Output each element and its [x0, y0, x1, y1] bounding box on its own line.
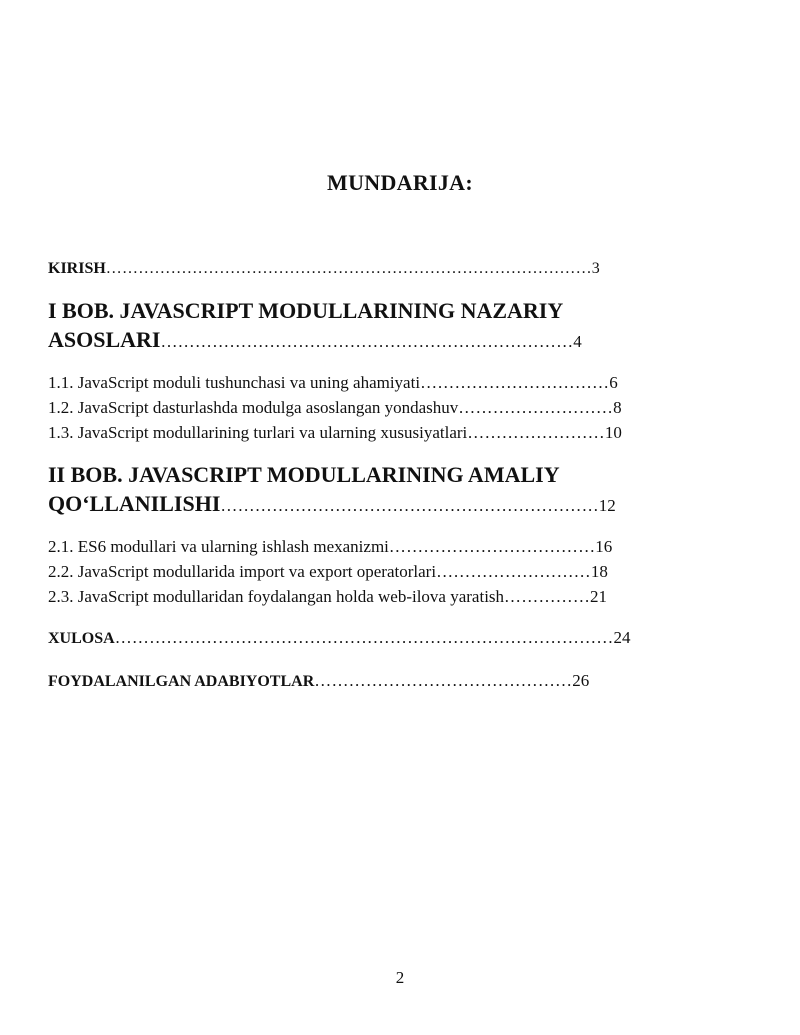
toc-page-number: 3 [591, 260, 600, 277]
toc-entry-adabiyotlar [48, 671, 589, 691]
toc-leader-dots: …………… [504, 587, 591, 606]
toc-page-number: 4 [573, 332, 582, 351]
toc-page-number: 18 [590, 562, 608, 581]
toc-leader-dots: ……………………………………… [314, 671, 573, 690]
toc-section-1-2 [48, 398, 622, 418]
toc-page-number: 12 [598, 496, 616, 515]
toc-chapter-2-line1: II BOB. JAVASCRIPT MODULLARINING AMALIY [48, 462, 560, 487]
toc-leader-dots: …………………………… [420, 373, 610, 392]
toc-entry-text: XULOSA [48, 630, 115, 647]
toc-entry-text: FOYDALANILGAN ADABIYOTLAR [48, 673, 315, 690]
toc-entry-text: 2.3. JavaScript modullaridan foydalangan holda web-ilova yaratish [48, 587, 505, 606]
toc-leader-dots: ……………………… [458, 398, 614, 417]
toc-leader-dots: …………………………………………………………………………… [114, 628, 614, 647]
toc-leader-dots: ……………………… [436, 562, 591, 581]
toc-title: MUNDARIJA: [327, 170, 473, 195]
toc-entry-text: 2.1. ES6 modullari va ularning ishlash mexanizmi [48, 537, 389, 556]
toc-leader-dots: ……………………………………………………………… [160, 332, 574, 351]
toc-entry-text: 1.1. JavaScript moduli tushunchasi va uning ahamiyati [48, 373, 421, 392]
toc-entry-text: 1.3. JavaScript modullarining turlari va ularning xususiyatlari [48, 423, 468, 442]
toc-page-number: 21 [590, 587, 608, 606]
toc-entry-kirish [48, 260, 600, 278]
toc-leader-dots: ……………………………… [388, 537, 596, 556]
toc-section-2-3 [48, 587, 607, 607]
toc-entry-text: 1.2. JavaScript dasturlashda modulga asoslangan yondashuv [48, 398, 459, 417]
toc-leader-dots: ………………………………………………………… [220, 496, 599, 515]
toc-chapter-1-line2 [48, 327, 582, 353]
toc-entry-text: 2.2. JavaScript modullarida import va export operatorlari [48, 562, 437, 581]
toc-page-number: 16 [595, 537, 613, 556]
toc-section-1-1 [48, 373, 618, 393]
toc-page-number: 24 [613, 628, 631, 647]
toc-section-2-2 [48, 562, 608, 582]
toc-entry-text: KIRISH [48, 260, 106, 277]
toc-chapter-1-line1: I BOB. JAVASCRIPT MODULLARINING NAZARIY [48, 298, 564, 323]
toc-entry-xulosa [48, 628, 631, 648]
page-number: 2 [395, 968, 405, 987]
toc-page-number: 6 [609, 373, 618, 392]
toc-page-number: 10 [604, 423, 622, 442]
toc-entry-text: QO‘LLANILISHI [48, 491, 221, 516]
toc-entry-text: ASOSLARI [48, 327, 161, 352]
toc-leader-dots: ……………………………………………………………………………… [105, 260, 592, 277]
toc-leader-dots: …………………… [467, 423, 605, 442]
toc-section-1-3 [48, 423, 622, 443]
toc-page-number: 26 [572, 671, 590, 690]
toc-section-2-1 [48, 537, 612, 557]
toc-chapter-2-line2 [48, 491, 616, 517]
toc-page-number: 8 [613, 398, 622, 417]
